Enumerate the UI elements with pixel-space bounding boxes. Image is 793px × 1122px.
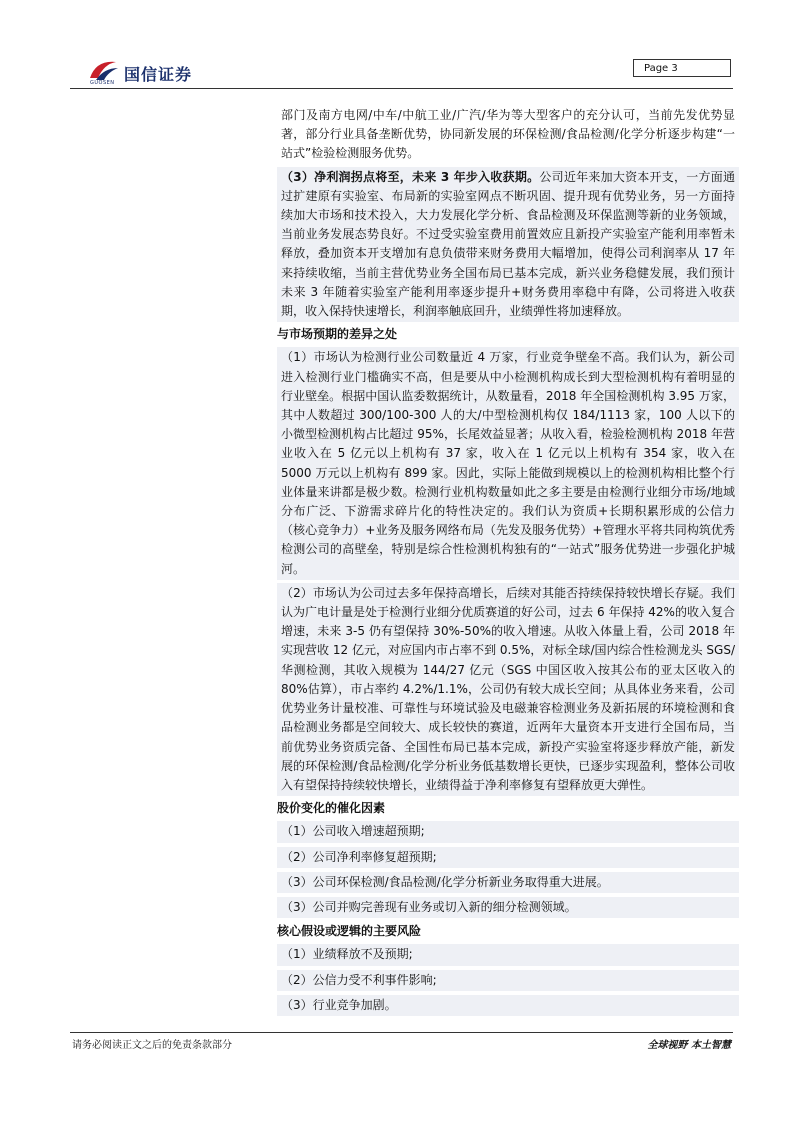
list-item: （3）行业竞争加剧。 xyxy=(277,995,739,1016)
paragraph-difference-2: （2）市场认为公司过去多年保持高增长，后续对其能否持续保持较快增长存疑。我们认为广电计量是处于检测行业细分优质赛道的好公司，过去 6 年保持 42%的收入复合增速，未来 3-5 仍有望保持 30%-50%的收入增速。从收入体量上看，公司 2018 年实现营收 12 亿元，对应国内市占率不到 0.5%，对标全球/国内综合性检测龙头 SGS/华测检测，其收入规模为 144/27 亿元（SGS 中国区收入按其公布的亚太区收入的 80%估算），市占率约 4.2%/1.1%，公司仍有较大成长空间；从具体业务来看，公司优势业务计量校准、可靠性与环境试验及电磁兼容检测业务及新拓展的环境检测和食品检测业务都是空间较大、成长较快的赛道，近两年大量资本开支进行全国布局，当前优势业务资质完备、全国性布局已基本完成，新投产实验室将逐步释放产能，新发展的环保检测/食品检测/化学分析业务低基数增长更快，已逐步实现盈利，整体公司收入有望保持持续较快增长，业绩得益于净利率修复有望释放更大弹性。 xyxy=(277,583,739,796)
logo-text: 国信证券 xyxy=(124,65,193,84)
paragraph-profit-inflection xyxy=(277,167,739,323)
page-header xyxy=(70,50,733,90)
list-item: （3）公司环保检测/食品检测/化学分析新业务取得重大进展。 xyxy=(277,872,739,893)
section-heading-risks: 核心假设或逻辑的主要风险 xyxy=(277,924,422,939)
section-heading-catalysts: 股价变化的催化因素 xyxy=(277,801,386,816)
main-content xyxy=(277,106,739,1020)
footer-divider xyxy=(70,1032,733,1033)
list-item: （1）公司收入增速超预期; xyxy=(277,821,739,842)
paragraph-customers: 部门及南方电网/中车/中航工业/广汽/华为等大型客户的充分认可，当前先发优势显著，部分行业具备垄断优势，协同新发展的环保检测/食品检测/化学分析逐步构建“一站式”检验检测服务优势。 xyxy=(281,108,735,161)
paragraph-difference-1: （1）市场认为检测行业公司数量近 4 万家，行业竞争壁垒不高。我们认为，新公司进入检测行业门槛确实不高，但是要从中小检测机构成长到大型检测机构有着明显的行业壁垒。根据中国认监委数据统计，从数量看，2018 年全国检测机构 3.95 万家，其中人数超过 300/100-300 人的大/中型检测机构仅 184/1113 家，100 人以下的小微型检测机构占比超过 95%，长尾效益显著；从收入看，检验检测机构 2018 年营业收入在 5 亿元以上机构有 37 家，收入在 1 亿元以上机构有 354 家，收入在 5000 万元以上机构有 899 家。因此，实际上能做到规模以上的检测机构相比整个行业体量来讲都是极少数。检测行业机构数量如此之多主要是由检测行业细分市场/地域分布广泛、下游需求碎片化的特性决定的。我们认为资质+长期积累形成的公信力（核心竞争力）+业务及服务网络布局（先发及服务优势）+管理水平将共同构筑优秀检测公司的高壁垒，特别是综合性检测机构独有的“一站式”服务优势进一步强化护城河。 xyxy=(277,347,739,579)
list-item: （1）业绩释放不及预期; xyxy=(277,944,739,965)
header-divider xyxy=(70,88,733,89)
paragraph-lead: （3）净利润拐点将至，未来 3 年步入收获期。 xyxy=(281,169,540,184)
page-number: Page 3 xyxy=(633,59,731,77)
list-item: （2）公信力受不利事件影响; xyxy=(277,970,739,991)
list-item: （3）公司并购完善现有业务或切入新的细分检测领域。 xyxy=(277,897,739,918)
footer-disclaimer: 请务必阅读正文之后的免责条款部分 xyxy=(72,1040,232,1051)
guosen-logo xyxy=(82,54,232,88)
footer-slogan: 全球视野 本土智慧 xyxy=(647,1040,731,1051)
logo-subtext: GUOSEN xyxy=(90,80,115,86)
section-heading-differences: 与市场预期的差异之处 xyxy=(277,327,398,342)
list-item: （2）公司净利率修复超预期; xyxy=(277,847,739,868)
paragraph-body: 公司近年来加大资本开支，一方面通过扩建原有实验室、布局新的实验室网点不断巩固、提升现有优势业务，另一方面持续加大市场和技术投入，大力发展化学分析、食品检测及环保监测等新的业务领域，当前业务发展态势良好。不过受实验室费用前置效应且新投产实验室产能利用率暂未释放，叠加资本开支增加有息负债带来财务费用大幅增加，使得公司利润率从 17 年来持续收缩，当前主营优势业务全国布局已基本完成，新兴业务稳健发展，我们预计未来 3 年随着实验室产能利用率逐步提升+财务费用率稳中有降，公司将进入收获期，收入保持快速增长，利润率触底回升，业绩弹性将加速释放。 xyxy=(281,169,735,319)
